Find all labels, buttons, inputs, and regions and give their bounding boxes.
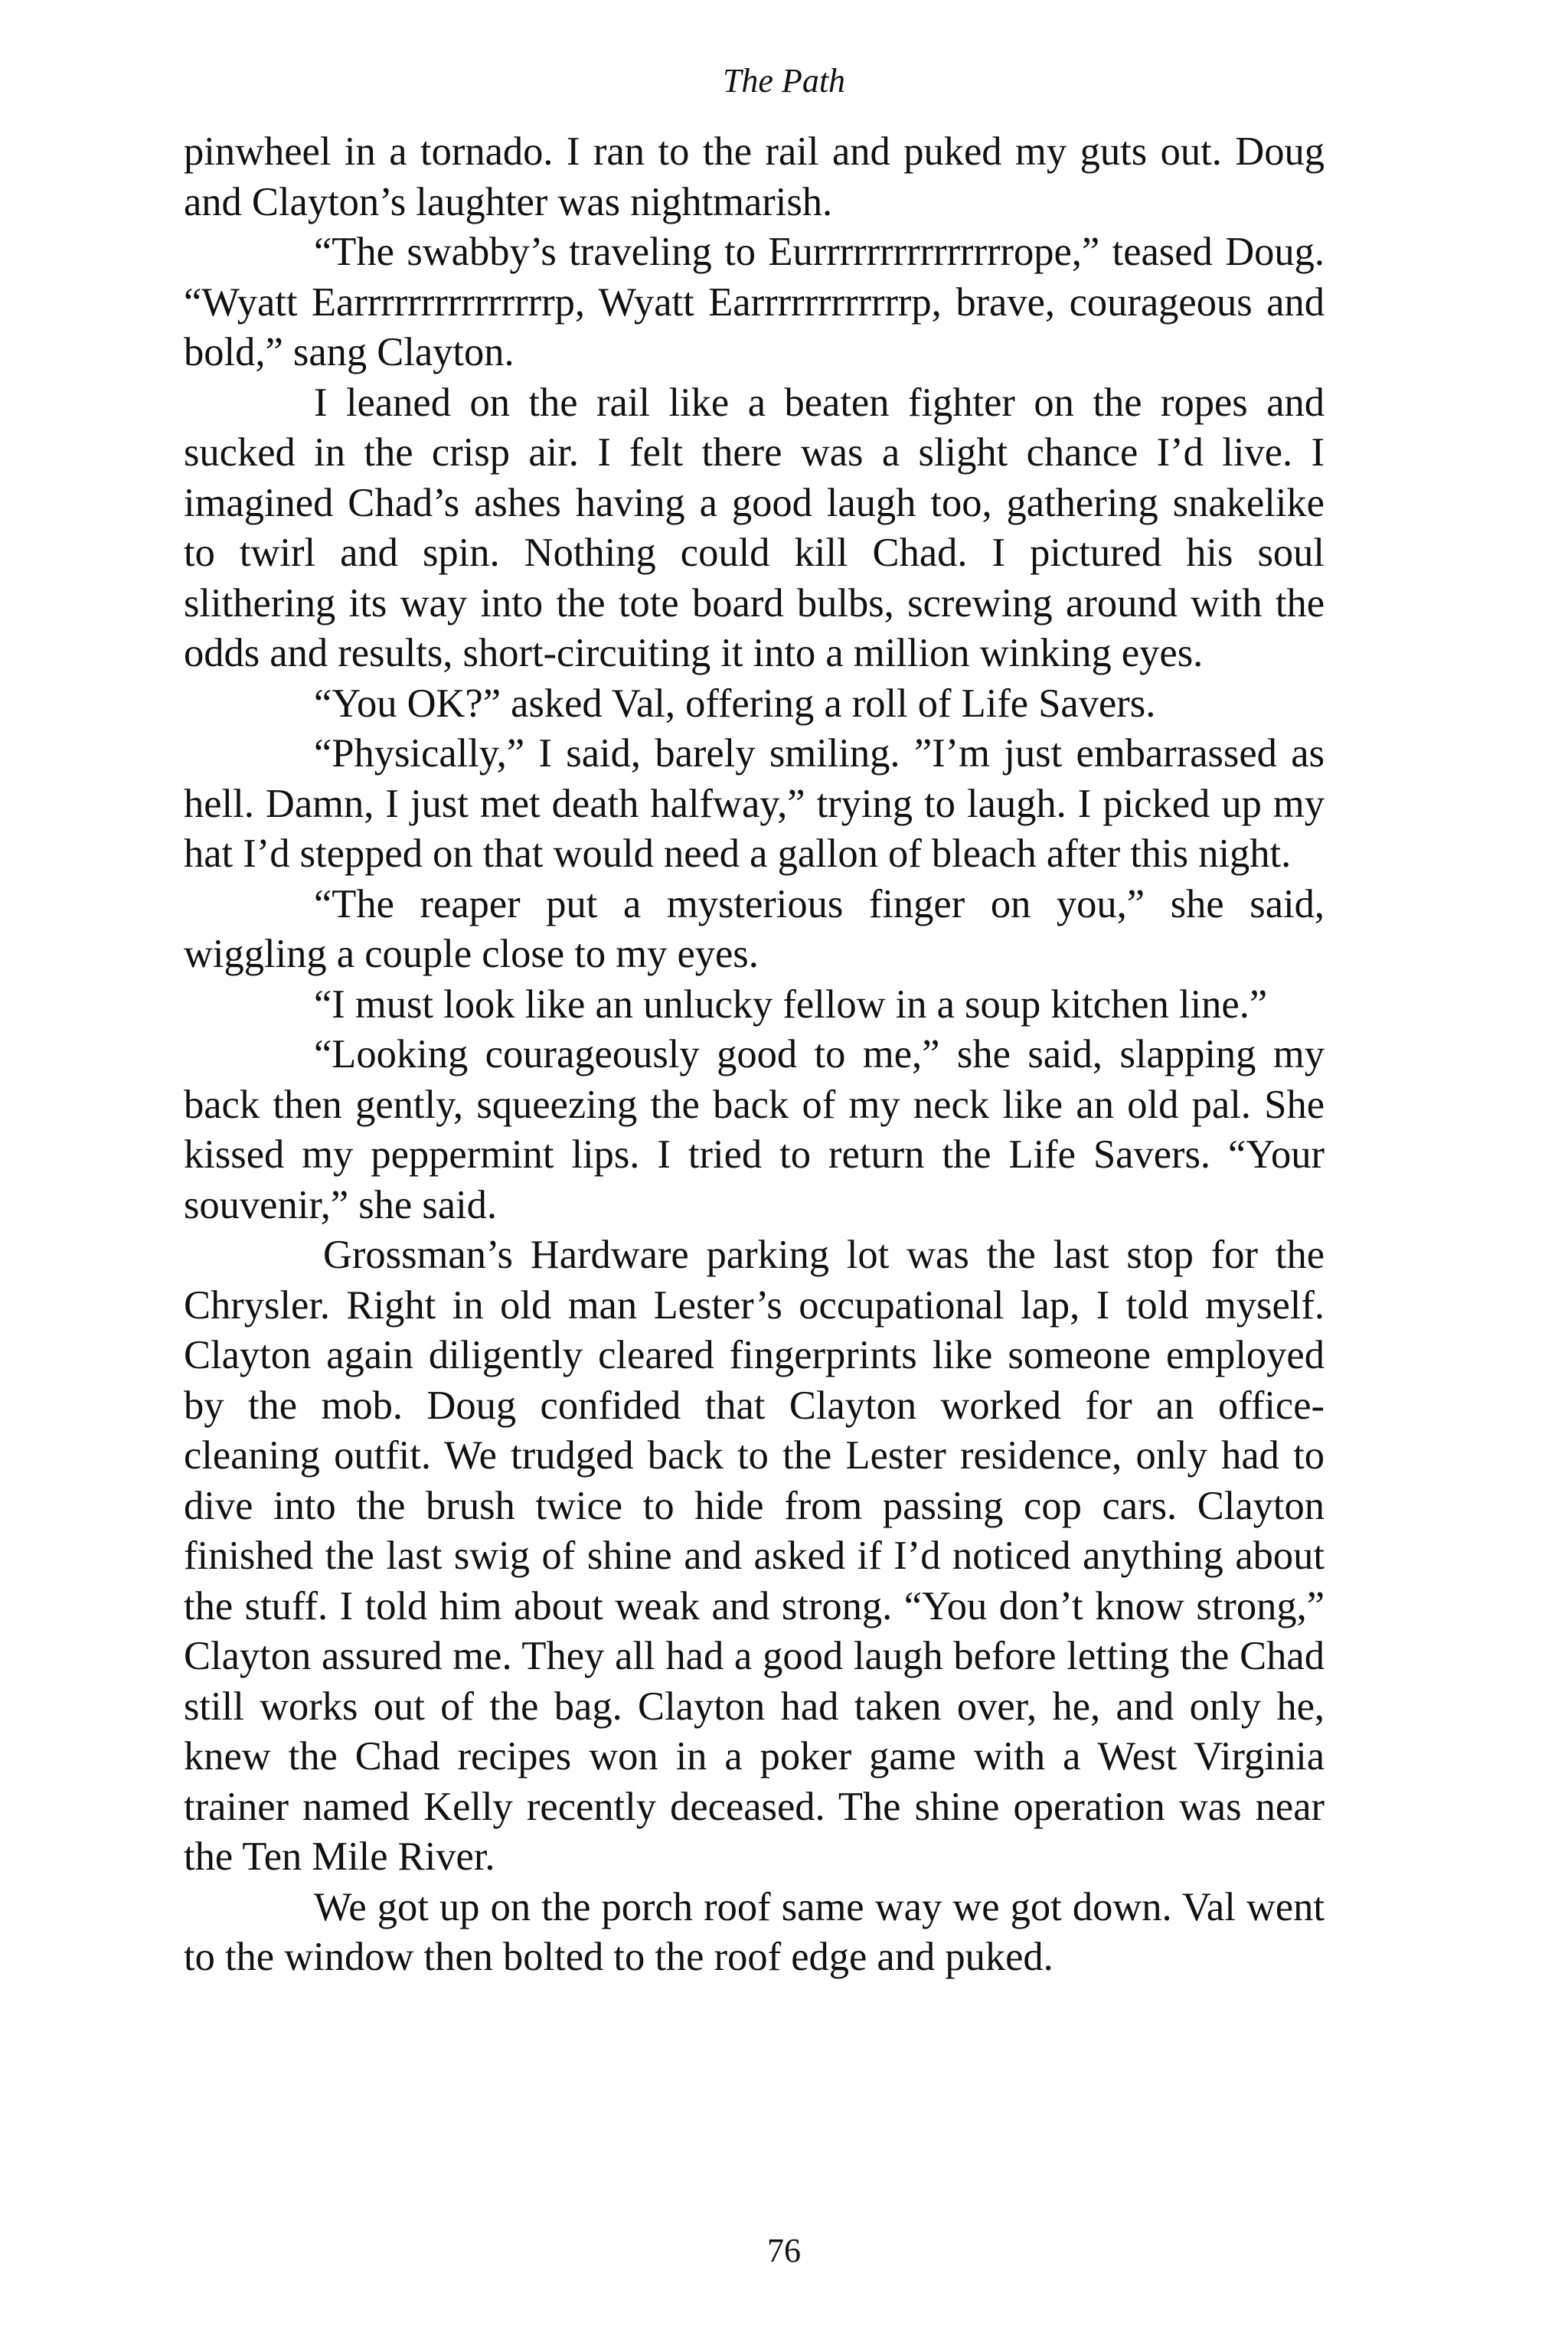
paragraph: I leaned on the rail like a beaten fighter on the ropes and sucked in the crisp air. I felt there was a slight chance I’d live. I imagined Chad’s ashes having a good laugh too, gathering snakelike to twirl and spin. Nothing could kill Chad. I pictured his soul slithering its way into the tote board bulbs, screwing around with the odds and results, short-circuiting it into a million winking eyes. <box>184 380 1325 675</box>
paragraph: “The reaper put a mysterious finger on you,” she said, wiggling a couple close to my eyes. <box>184 881 1325 976</box>
running-head-title: The Path <box>722 62 846 100</box>
paragraph: “You OK?” asked Val, offering a roll of Life Savers. <box>314 681 1156 726</box>
paragraph-continuation: pinwheel in a tornado. I ran to the rail and puked my guts out. Doug and Clayton’s laughter was nightmarish. <box>184 129 1325 224</box>
paragraph: “Looking courageously good to me,” she said, slapping my back then gently, squeezing the back of my neck like an old pal. She kissed my peppermint lips. I tried to return the Life Savers. “Your souvenir,” she said. <box>184 1032 1325 1227</box>
paragraph: We got up on the porch roof same way we got down. Val went to the window then bolted to the roof edge and puked. <box>184 1884 1325 1979</box>
paragraph: “Physically,” I said, barely smiling. ”I’m just embarrassed as hell. Damn, I just met death halfway,” trying to laugh. I picked up my hat I’d stepped on that would need a gallon of bleach after this night. <box>184 731 1325 876</box>
paragraph: Grossman’s Hardware parking lot was the last stop for the Chrysler. Right in old man Lester’s occupational lap, I told myself. Clayton again diligently cleared fingerprints like someone employed by the mob. Doug confided that Clayton worked for an office- cleaning outfit. We trudged back to the Lester residence, only had to dive into the brush twice to hide from passing cop cars. Clayton finished the last swig of shine and asked if I’d noticed anything about the stuff. I told him about weak and strong. “You don’t know strong,” Clayton assured me. They all had a good laugh before letting the Chad still works out of the bag. Clayton had taken over, he, and only he, knew the Chad recipes won in a poker game with a West Virginia trainer named Kelly recently deceased. The shine operation was near the Ten Mile River. <box>184 1233 1325 1879</box>
paragraph: “I must look like an unlucky fellow in a soup kitchen line.” <box>314 982 1268 1027</box>
body-text <box>184 127 1325 1983</box>
page-number: 76 <box>767 2232 801 2269</box>
paragraph: “The swabby’s traveling to Eurrrrrrrrrrrrrrrope,” teased Doug. “Wyatt Earrrrrrrrrrrrrrrp, Wyatt Earrrrrrrrrrrrp, brave, courageous and bold,” sang Clayton. <box>184 230 1325 374</box>
